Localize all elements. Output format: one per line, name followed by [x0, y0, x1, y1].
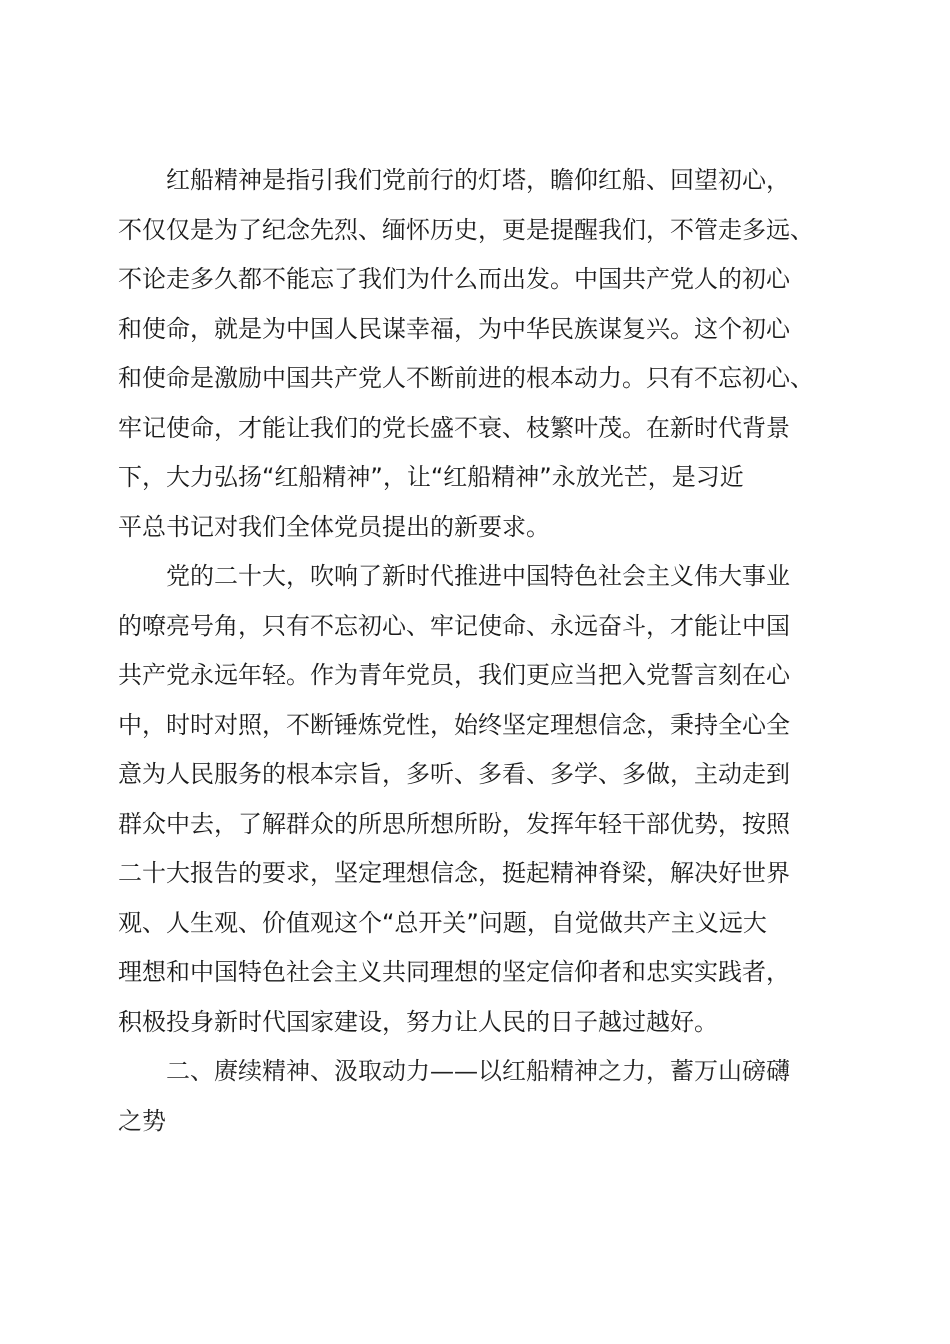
text-line: 共产党永远年轻。作为青年党员，我们更应当把入党誓言刻在心: [118, 661, 790, 689]
document-body: [118, 156, 838, 1146]
text-line: 意为人民服务的根本宗旨，多听、多看、多学、多做，主动走到: [118, 760, 790, 788]
text-line: 和使命是激励中国共产党人不断前进的根本动力。只有不忘初心、: [118, 364, 814, 392]
heading-line: 二、赓续精神、汲取动力——以红船精神之力，蓄万山磅礴: [166, 1057, 790, 1085]
text-line: 理想和中国特色社会主义共同理想的坚定信仰者和忠实实践者，: [118, 958, 790, 986]
text-line: 不仅仅是为了纪念先烈、缅怀历史，更是提醒我们，不管走多远、: [118, 215, 814, 244]
text-line: 的嘹亮号角，只有不忘初心、牢记使命、永远奋斗，才能让中国: [118, 611, 790, 640]
text-line: 平总书记对我们全体党员提出的新要求。: [118, 512, 550, 541]
text-line: 中，时时对照，不断锤炼党性，始终坚定理想信念，秉持全心全: [118, 710, 790, 739]
text-line: 观、人生观、价值观这个“总开关”问题，自觉做共产主义远大: [118, 908, 767, 937]
text-line: 不论走多久都不能忘了我们为什么而出发。中国共产党人的初心: [118, 265, 790, 293]
text-line: 下，大力弘扬“红船精神”，让“红船精神”永放光芒，是习近: [118, 463, 744, 491]
paragraph-twentieth-congress: [118, 552, 838, 1047]
text-line: 党的二十大，吹响了新时代推进中国特色社会主义伟大事业: [166, 562, 790, 590]
section-heading: [118, 1047, 838, 1146]
text-line: 群众中去，了解群众的所思所想所盼，发挥年轻干部优势，按照: [118, 809, 790, 838]
text-line: 积极投身新时代国家建设，努力让人民的日子越过越好。: [118, 1007, 718, 1036]
text-line: 红船精神是指引我们党前行的灯塔，瞻仰红船、回望初心，: [166, 166, 790, 194]
text-line: 二十大报告的要求，坚定理想信念，挺起精神脊梁，解决好世界: [118, 859, 790, 887]
text-line: 和使命，就是为中国人民谋幸福，为中华民族谋复兴。这个初心: [118, 314, 790, 343]
heading-line: 之势: [118, 1106, 166, 1135]
paragraph-red-boat-spirit: [118, 156, 838, 552]
text-line: 牢记使命，才能让我们的党长盛不衰、枝繁叶茂。在新时代背景: [118, 413, 790, 442]
